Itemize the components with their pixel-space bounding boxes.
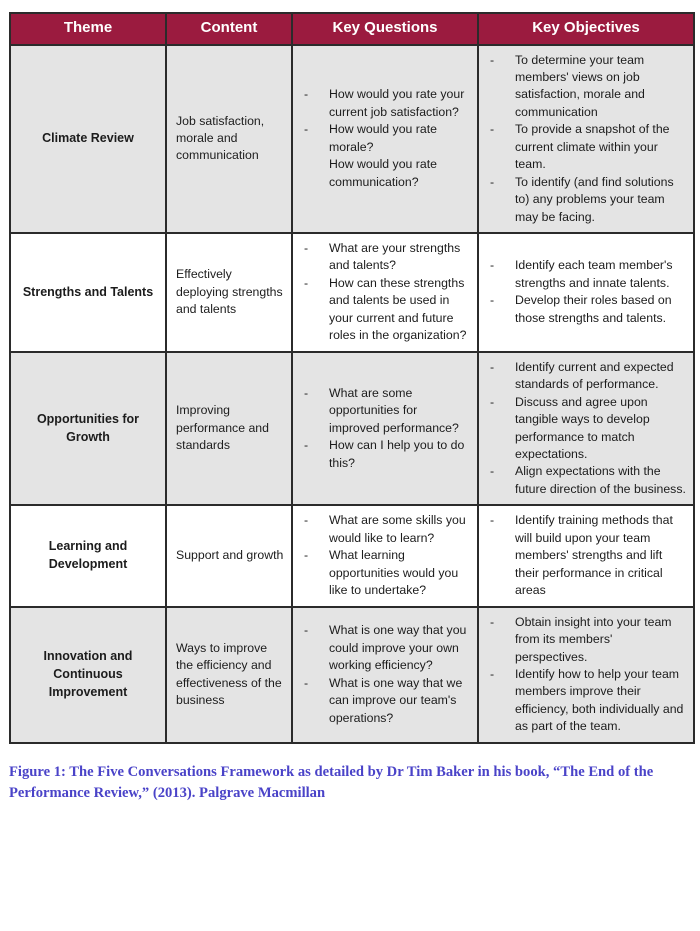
figure-caption: Figure 1: The Five Conversations Framework as detailed by Dr Tim Baker in his book, “The End of the Performance Review,” (2013). Palgrave Macmillan	[9, 763, 654, 801]
bullet-dash-marker: -	[490, 464, 495, 479]
bullet-text: Identify how to help your team members improve their efficiency, both individually and as part of the team.	[515, 667, 684, 734]
cell-key-objectives	[478, 45, 694, 234]
bullet-text: Obtain insight into your team from its members' perspectives.	[515, 614, 672, 664]
header-row	[10, 13, 694, 45]
bullet-text: To determine your team members' views on job satisfaction, morale and communication	[515, 52, 645, 119]
bullet-dash-marker: -	[490, 258, 495, 273]
cell-content: Improving performance and standards	[166, 352, 292, 506]
bullet-text: What are some opportunities for improved performance?	[329, 385, 459, 435]
key-objectives-list	[488, 257, 686, 327]
bullet-text: What are some skills you would like to learn?	[329, 513, 466, 545]
bullet-text: To provide a snapshot of the current climate within your team.	[515, 122, 670, 172]
bullet-item	[302, 86, 470, 121]
bullet-text: What is one way that you could improve your own working efficiency?	[329, 623, 467, 673]
cell-content: Ways to improve the efficiency and effectiveness of the business	[166, 607, 292, 743]
bullet-text: Identify training methods that will build upon your team members' strengths and lift their performance in critical areas	[515, 513, 673, 598]
table-body	[10, 45, 694, 743]
cell-theme: Learning and Development	[10, 505, 166, 606]
table-row	[10, 607, 694, 743]
table-row	[10, 45, 694, 234]
bullet-text: Identify each team member's strengths and innate talents.	[515, 258, 673, 290]
cell-key-questions	[292, 45, 478, 234]
bullet-dash-marker: -	[304, 675, 309, 690]
bullet-dash-marker: -	[304, 241, 309, 256]
key-questions-list	[302, 622, 470, 727]
cell-key-questions	[292, 352, 478, 506]
cell-key-objectives	[478, 233, 694, 352]
bullet-item	[302, 547, 470, 599]
cell-content: Support and growth	[166, 505, 292, 606]
bullet-item	[488, 666, 686, 736]
bullet-dash-marker: -	[490, 394, 495, 409]
bullet-item	[302, 512, 470, 547]
bullet-item	[302, 675, 470, 727]
bullet-item	[488, 121, 686, 173]
bullet-text: Develop their roles based on those strengths and talents.	[515, 293, 672, 325]
bullet-item	[302, 240, 470, 275]
bullet-text: What is one way that we can improve our team's operations?	[329, 675, 463, 725]
table-header	[10, 13, 694, 45]
key-questions-list	[302, 512, 470, 599]
cell-key-objectives	[478, 505, 694, 606]
bullet-text: How would you rate morale?	[329, 122, 437, 154]
cell-key-questions	[292, 607, 478, 743]
bullet-item	[488, 394, 686, 464]
bullet-dash-marker: -	[304, 623, 309, 638]
column-header-theme: Theme	[10, 13, 166, 45]
table-row	[10, 352, 694, 506]
key-objectives-list	[488, 52, 686, 227]
cell-key-objectives	[478, 352, 694, 506]
cell-key-questions	[292, 233, 478, 352]
bullet-dash-marker: -	[304, 275, 309, 290]
bullet-dash-marker: -	[490, 293, 495, 308]
key-objectives-list	[488, 359, 686, 499]
bullet-item	[302, 437, 470, 472]
column-header-content: Content	[166, 13, 292, 45]
bullet-dash-marker: -	[304, 87, 309, 102]
bullet-item	[488, 512, 686, 599]
cell-theme: Innovation and Continuous Improvement	[10, 607, 166, 743]
cell-content: Job satisfaction, morale and communication	[166, 45, 292, 234]
bullet-item	[488, 463, 686, 498]
bullet-dash-marker: -	[490, 359, 495, 374]
bullet-dash-marker: -	[304, 385, 309, 400]
bullet-dash-marker: -	[490, 513, 495, 528]
key-questions-list	[302, 385, 470, 472]
cell-key-questions	[292, 505, 478, 606]
bullet-dash-marker: -	[304, 122, 309, 137]
bullet-dash-marker: -	[490, 122, 495, 137]
bullet-text: Discuss and agree upon tangible ways to develop performance to match expectations.	[515, 394, 650, 462]
five-conversations-framework-table	[9, 12, 695, 744]
bullet-item	[488, 174, 686, 226]
bullet-item	[488, 52, 686, 122]
bullet-dash-marker: -	[304, 438, 309, 453]
bullet-text: How can I help you to do this?	[329, 438, 465, 470]
bullet-dash-marker: -	[490, 52, 495, 67]
column-header-key-objectives: Key Objectives	[478, 13, 694, 45]
key-questions-list	[302, 240, 470, 345]
bullet-dash-marker: -	[304, 513, 309, 528]
bullet-text: How would you rate your current job satisfaction?	[329, 87, 465, 119]
cell-theme: Strengths and Talents	[10, 233, 166, 352]
key-objectives-list	[488, 614, 686, 736]
table-row	[10, 505, 694, 606]
bullet-item	[488, 257, 686, 292]
bullet-text: How can these strengths and talents be used in your current and future roles in the organization?	[329, 275, 467, 343]
bullet-item	[302, 121, 470, 156]
key-questions-list	[302, 86, 470, 191]
bullet-item	[302, 622, 470, 674]
bullet-item	[488, 614, 686, 666]
bullet-item	[302, 275, 470, 345]
key-objectives-list	[488, 512, 686, 599]
cell-theme: Climate Review	[10, 45, 166, 234]
bullet-item	[302, 385, 470, 437]
bullet-dash-marker: -	[490, 667, 495, 681]
table-row	[10, 233, 694, 352]
bullet-text: To identify (and find solutions to) any problems your team may be facing.	[515, 174, 674, 224]
bullet-item	[302, 156, 470, 191]
bullet-dash-marker: -	[490, 614, 495, 629]
bullet-item	[488, 292, 686, 327]
column-header-key-questions: Key Questions	[292, 13, 478, 45]
bullet-item	[488, 359, 686, 394]
bullet-dash-marker: -	[304, 548, 309, 563]
bullet-text: How would you rate communication?	[329, 157, 437, 189]
figure-page	[0, 12, 700, 931]
cell-content: Effectively deploying strengths and talents	[166, 233, 292, 352]
bullet-text: What learning opportunities would you like to undertake?	[329, 548, 459, 598]
bullet-text: Align expectations with the future direction of the business.	[515, 464, 686, 496]
cell-key-objectives	[478, 607, 694, 743]
bullet-text: Identify current and expected standards of performance.	[515, 359, 674, 392]
bullet-dash-marker: -	[490, 174, 495, 189]
cell-theme: Opportunities for Growth	[10, 352, 166, 506]
bullet-text: What are your strengths and talents?	[329, 241, 461, 273]
